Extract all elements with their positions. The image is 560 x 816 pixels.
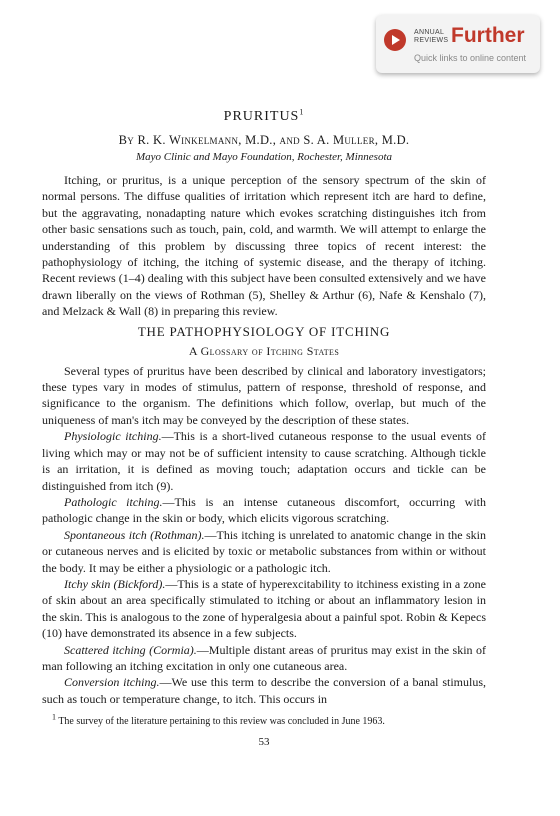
entry-text: —Multiple distant areas of pruritus may exist in the skin of man following an itching excitation in only one cutaneous area. [42, 642, 486, 673]
entry-term: Conversion itching. [64, 675, 160, 690]
glossary-intro: Several types of pruritus have been described by clinical and laboratory investigators; these types vary in modes of stimulus, pattern of response, threshold of response, and significance to the organism. The definitions which follow, overlap, but much of the uniqueness of man's itch may be conveyed by the description of these states. [42, 363, 486, 427]
title-footnote-mark: 1 [299, 107, 305, 117]
footnote-text: The survey of the literature pertaining to this review was concluded in June 1963. [58, 716, 385, 728]
article-page [42, 108, 486, 748]
badge-reviews: REVIEWS [414, 37, 449, 44]
glossary-entry [42, 527, 486, 576]
further-badge[interactable] [376, 15, 540, 73]
subsection-heading: A Glossary of Itching States [188, 343, 340, 358]
badge-brand [414, 29, 448, 45]
entry-term: Itchy skin (Bickford). [64, 576, 166, 591]
glossary-entry [42, 494, 486, 527]
glossary-entry [42, 576, 486, 642]
page-number: 53 [258, 736, 270, 749]
entry-text: —This is a short-lived cutaneous response to the usual events of living which may or may not be of sufficient intensity to cause scratching. Although tickle is an irritation, it is defined as moving touch; adaptation occurs and tickle can be distinguished from itch (9). [42, 429, 487, 493]
article-authors: By R. K. Winkelmann, M.D., and S. A. Muller, M.D. [118, 133, 410, 147]
entry-text: —This is a state of hyperexcitability to itchiness existing in a zone of skin about an area specifically stimulated to itching or about an inflammatory lesion in the skin. This is analogous to the zone of hyperalgesia about a painful spot. Robin & Kepecs (10) have demonstrated its absence in a few subjects. [42, 576, 486, 641]
glossary-entry [42, 642, 486, 675]
glossary-entry [42, 428, 486, 494]
entry-text: —This is an intense cutaneous discomfort, occurring with pathologic change in the skin or body, which elicits vigorous scratching. [42, 494, 486, 526]
badge-subtitle: Quick links to online content [414, 53, 527, 63]
entry-text: —We use this term to describe the conversion of a banal stimulus, such as touch or temperature change, to itch. This occurs in [42, 675, 486, 706]
entry-text: —This itching is unrelated to anatomic change in the skin or cutaneous nerves and is elicited by toxic or metabolic substances from within or without the body. It may be either a physiologic or a pathologic itch. [42, 527, 486, 575]
play-icon [384, 29, 406, 51]
intro-paragraph: Itching, or pruritus, is a unique perception of the sensory spectrum of the skin of normal persons. The diffuse qualities of irritation which represent itch are hard to define, but the aggravating, nonadapting nature which evokes scratching distinguishes itch from other basic sensations such as touch, pain, cold, and warmth. We will attempt to enlarge the understanding of this problem by discussing three topics of recent interest: the pathophysiology of itching, the itching of systemic disease, and the therapy of itching. Recent reviews (1–4) dealing with this subject have been consulted extensively and we have drawn liberally on the views of Rothman (5), Shelley & Arthur (6), Nafe & Kenshalo (7), and Melzack & Wall (8) in preparing this review. [42, 173, 486, 319]
entry-term: Physiologic itching. [64, 429, 162, 444]
entry-term: Pathologic itching. [64, 494, 163, 509]
article-title: PRURITUS$^1$ [223, 107, 305, 124]
badge-further: Further [451, 24, 525, 47]
entry-term: Spontaneous itch (Rothman). [64, 527, 205, 542]
glossary-entry [42, 674, 486, 707]
article-affiliation: Mayo Clinic and Mayo Foundation, Rochester, Minnesota [135, 151, 392, 163]
section-heading: THE PATHOPHYSIOLOGY OF ITCHING [137, 323, 391, 339]
entry-term: Scattered itching (Cormia). [64, 642, 197, 657]
badge-annual: ANNUAL [414, 29, 445, 36]
footnote [42, 712, 486, 728]
footnote-mark: 1 [52, 712, 56, 722]
